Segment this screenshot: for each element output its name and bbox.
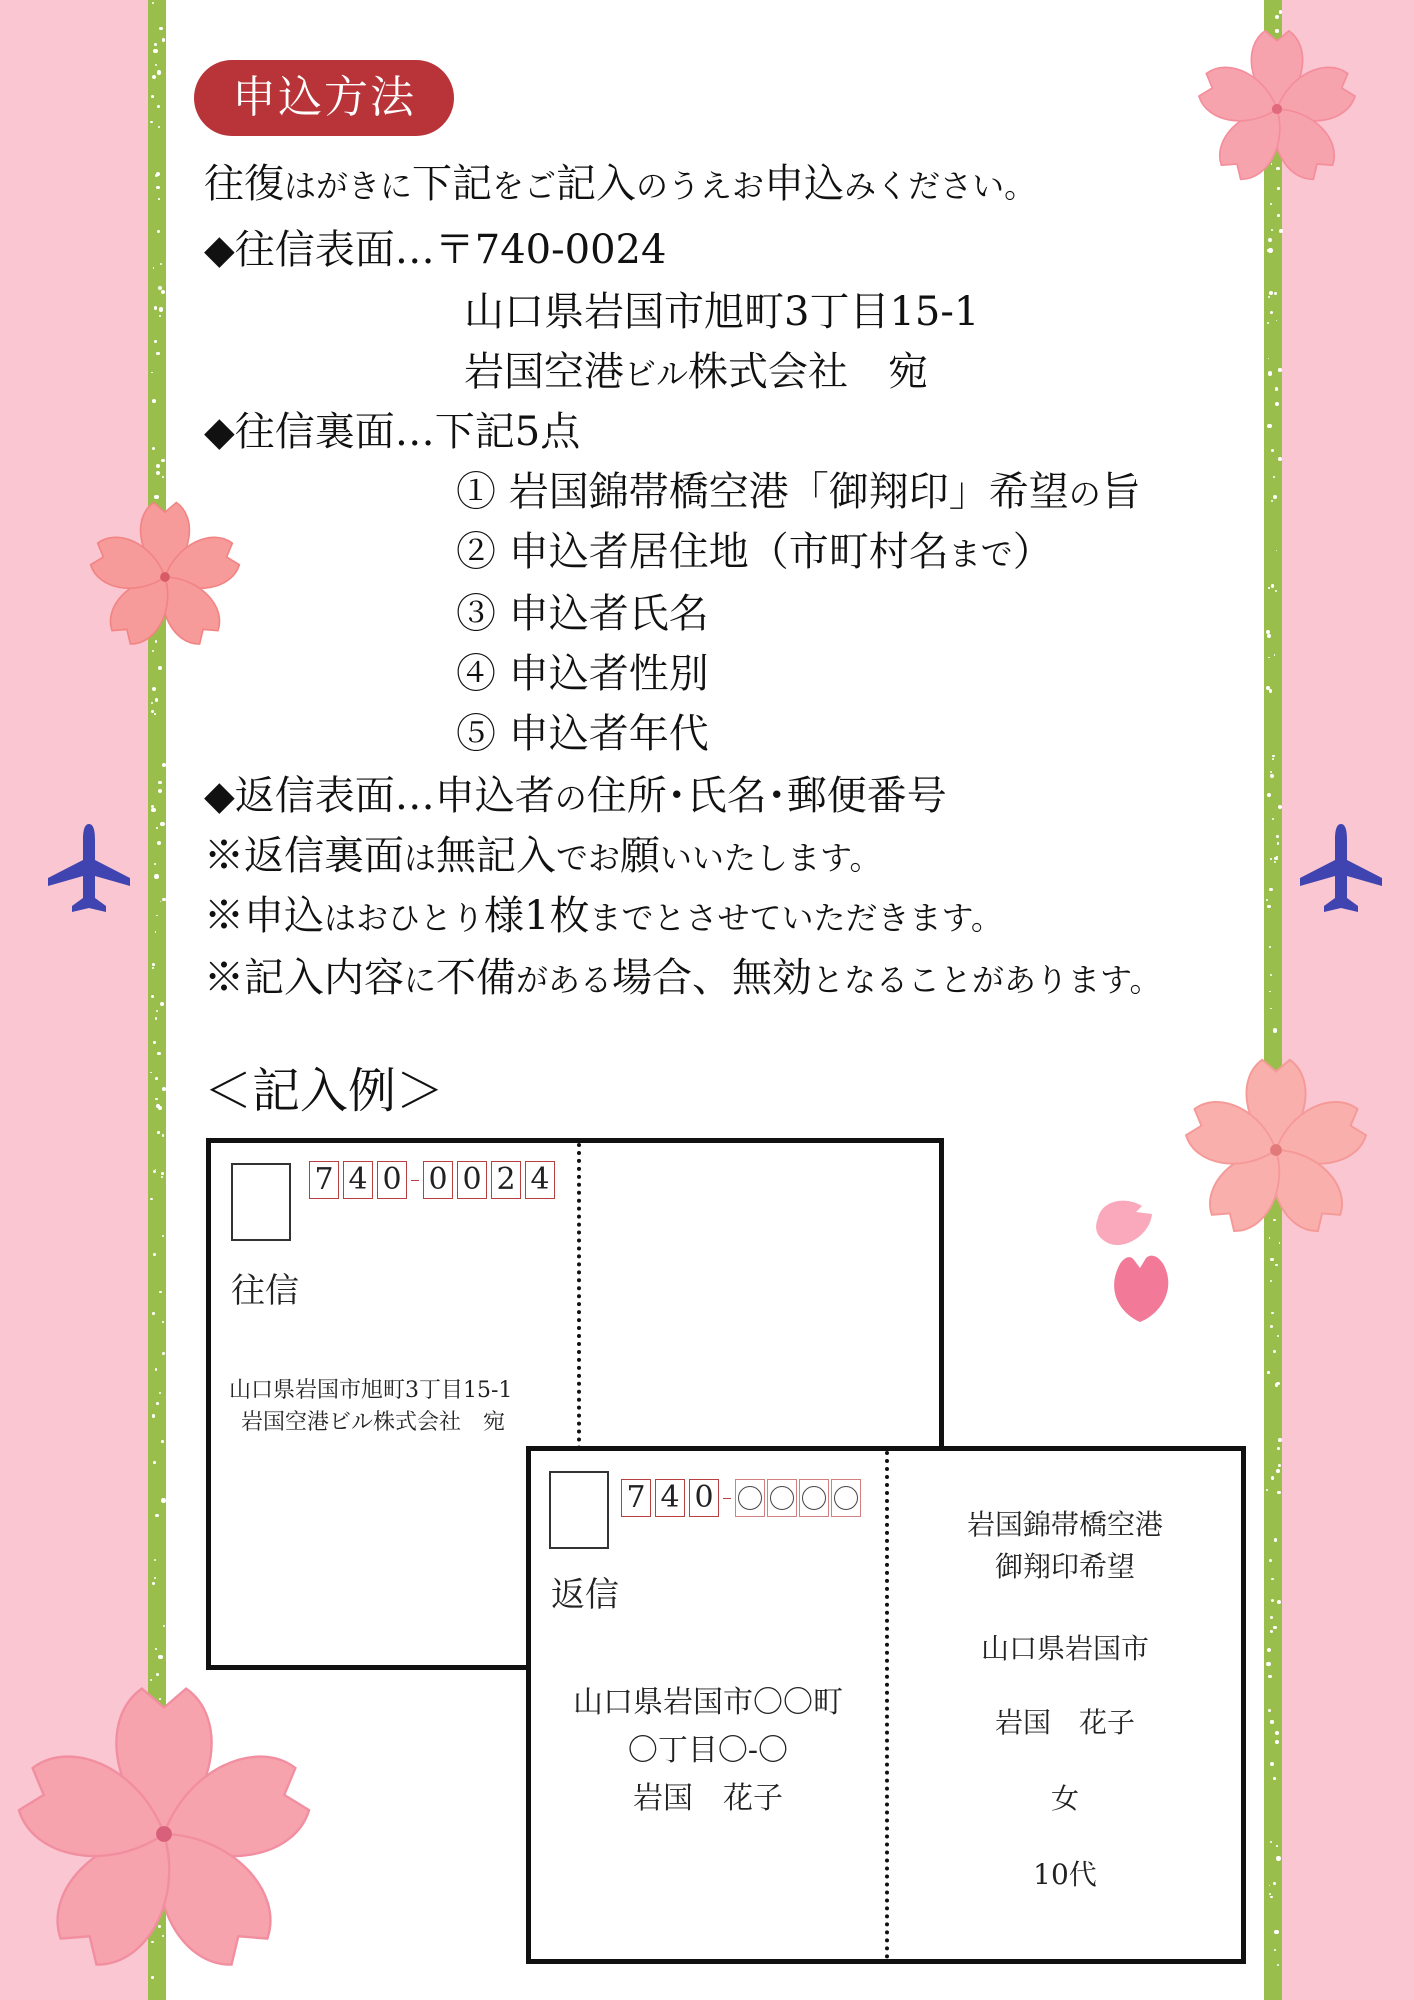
zip-placeholder-circle xyxy=(735,1479,765,1517)
zip-digit: 4 xyxy=(655,1479,685,1517)
border-speck xyxy=(1270,1258,1273,1261)
border-speck xyxy=(1271,1476,1275,1480)
border-speck xyxy=(1275,1264,1277,1266)
border-speck xyxy=(156,172,160,176)
border-speck xyxy=(162,1321,164,1323)
border-speck xyxy=(1277,1335,1279,1337)
outgoing-address-line1: 山口県岩国市旭町3丁目15-1 xyxy=(229,1378,513,1403)
outgoing-back-item-2: ② 申込者居住地（市町村名まで） xyxy=(456,529,1053,575)
airplane-icon xyxy=(1296,820,1386,920)
reply-address-line2: 〇丁目〇-〇 xyxy=(627,1733,789,1768)
border-speck xyxy=(1273,1777,1276,1780)
sakura-blossom-icon xyxy=(84,496,246,658)
border-speck xyxy=(158,1655,162,1659)
border-speck xyxy=(156,1104,160,1108)
border-speck xyxy=(151,808,155,812)
note-2: ※申込はおひとり様1枚までとさせていただきます。 xyxy=(204,893,1003,939)
border-speck xyxy=(1275,1731,1279,1735)
border-speck xyxy=(151,710,154,713)
border-speck xyxy=(1269,888,1272,891)
sakura-petal-icon xyxy=(1092,1198,1160,1254)
border-speck xyxy=(1275,387,1278,390)
outgoing-back-item-5: ⑤ 申込者年代 xyxy=(456,711,709,757)
border-speck xyxy=(1267,1371,1270,1374)
border-speck xyxy=(1277,1447,1280,1450)
border-speck xyxy=(156,352,159,355)
border-speck xyxy=(1274,857,1277,860)
zip-digit: 0 xyxy=(457,1161,487,1199)
stamp-box xyxy=(231,1163,291,1241)
border-speck xyxy=(156,186,159,189)
intro-line: 往復はがきに下記をご記入のうえお申込みください。 xyxy=(204,161,1037,207)
zip-digit: 0 xyxy=(377,1161,407,1199)
border-speck xyxy=(1269,946,1271,948)
border-speck xyxy=(151,95,154,98)
zip-digit: 0 xyxy=(689,1479,719,1517)
zip-digit: 2 xyxy=(491,1161,521,1199)
border-speck xyxy=(155,1077,158,1080)
zip-placeholder-circle xyxy=(767,1479,797,1517)
border-speck xyxy=(1276,1469,1280,1473)
border-speck xyxy=(154,863,156,865)
border-speck xyxy=(1270,771,1272,773)
reply-back-line2: 御翔印希望 xyxy=(994,1550,1135,1583)
reply-label: 返信 xyxy=(551,1575,619,1615)
border-speck xyxy=(153,49,157,53)
border-speck xyxy=(1272,758,1274,760)
outgoing-back-item-4: ④ 申込者性別 xyxy=(456,651,709,697)
note-3: ※記入内容に不備がある場合、無効となることがあります。 xyxy=(204,955,1162,1001)
zip-placeholder-circle xyxy=(799,1479,829,1517)
airplane-icon xyxy=(44,820,134,920)
border-speck xyxy=(1273,1350,1276,1353)
outgoing-front-line: ◆往信表面…〒740-0024 xyxy=(204,227,667,273)
border-speck xyxy=(155,1648,157,1650)
reply-back-name: 岩国 花子 xyxy=(994,1706,1135,1739)
border-speck xyxy=(159,1291,162,1294)
border-speck xyxy=(159,307,163,311)
border-speck xyxy=(158,789,162,793)
outgoing-label: 往信 xyxy=(231,1271,299,1311)
border-speck xyxy=(1266,1662,1270,1666)
border-speck xyxy=(150,1198,152,1200)
border-speck xyxy=(160,1002,164,1006)
border-speck xyxy=(162,476,164,478)
border-speck xyxy=(1279,229,1283,233)
zip-dash xyxy=(411,1161,419,1199)
border-speck xyxy=(156,1402,159,1405)
zip-digit: 4 xyxy=(525,1161,555,1199)
border-speck xyxy=(157,1052,161,1056)
right-green-border xyxy=(1264,0,1282,2000)
reply-back-line1: 岩国錦帯橋空港 xyxy=(966,1508,1163,1541)
reply-back-city: 山口県岩国市 xyxy=(980,1632,1149,1665)
border-speck xyxy=(1275,1740,1279,1744)
zip-digit: 7 xyxy=(309,1161,339,1199)
border-speck xyxy=(158,198,160,200)
border-speck xyxy=(152,2,154,4)
zip-dash xyxy=(723,1479,731,1517)
border-speck xyxy=(1277,214,1280,217)
outgoing-back-line: ◆往信裏面…下記5点 xyxy=(204,409,581,455)
border-speck xyxy=(1274,1930,1278,1934)
border-speck xyxy=(162,1134,165,1137)
border-speck xyxy=(1267,793,1271,797)
border-speck xyxy=(157,70,161,74)
zip-code-boxes xyxy=(621,1479,863,1517)
border-speck xyxy=(1273,495,1277,499)
zip-digit: 7 xyxy=(621,1479,651,1517)
border-speck xyxy=(158,781,161,784)
border-speck xyxy=(1268,248,1272,252)
border-speck xyxy=(1270,858,1272,860)
border-speck xyxy=(1276,1845,1278,1847)
border-speck xyxy=(1275,402,1279,406)
border-speck xyxy=(1277,1600,1281,1604)
border-speck xyxy=(154,713,156,715)
border-speck xyxy=(161,459,164,462)
border-speck xyxy=(151,702,153,704)
border-speck xyxy=(152,687,156,691)
border-speck xyxy=(157,1131,160,1134)
border-speck xyxy=(162,38,165,41)
zip-placeholder-circle xyxy=(831,1479,861,1517)
border-speck xyxy=(159,27,163,31)
section-heading: 申込方法 xyxy=(194,60,454,136)
border-speck xyxy=(1271,1578,1274,1581)
border-speck xyxy=(152,967,154,969)
sakura-blossom-icon xyxy=(1178,1052,1374,1248)
reply-back-gender: 女 xyxy=(1050,1782,1079,1815)
border-speck xyxy=(152,1312,155,1315)
zip-code-boxes xyxy=(309,1161,559,1199)
reply-front-line: ◆返信表面…申込者の住所･氏名･郵便番号 xyxy=(204,773,947,819)
outgoing-front-company: 岩国空港ビル株式会社 宛 xyxy=(464,349,929,395)
border-speck xyxy=(161,1498,165,1502)
border-speck xyxy=(152,399,156,403)
sakura-blossom-icon xyxy=(6,1676,322,1992)
sakura-blossom-icon xyxy=(1192,24,1362,194)
outgoing-front-address: 山口県岩国市旭町3丁目15-1 xyxy=(464,289,980,335)
example-title: ＜記入例＞ xyxy=(204,1063,445,1119)
border-speck xyxy=(1270,1616,1273,1619)
border-speck xyxy=(1278,1464,1281,1467)
right-pink-margin xyxy=(1266,0,1414,2000)
border-speck xyxy=(1269,1559,1272,1562)
border-speck xyxy=(1273,476,1275,478)
border-speck xyxy=(1268,587,1270,589)
border-speck xyxy=(1267,424,1271,428)
border-speck xyxy=(1276,1856,1280,1860)
outgoing-address-line2: 岩国空港ビル株式会社 宛 xyxy=(241,1410,506,1435)
outgoing-back-item-1: ① 岩国錦帯橋空港「御翔印」希望の旨 xyxy=(456,469,1141,515)
border-speck xyxy=(1274,1538,1278,1542)
border-speck xyxy=(155,1368,157,1370)
border-speck xyxy=(155,1098,157,1100)
zip-digit: 0 xyxy=(423,1161,453,1199)
border-speck xyxy=(161,1176,163,1178)
reply-address-line1: 山口県岩国市〇〇町 xyxy=(573,1685,843,1720)
border-speck xyxy=(1271,500,1273,502)
border-speck xyxy=(1278,368,1282,372)
stamp-box xyxy=(549,1471,609,1549)
border-speck xyxy=(160,263,162,265)
border-speck xyxy=(153,1253,156,1256)
border-speck xyxy=(154,874,158,878)
border-speck xyxy=(1275,590,1277,592)
border-speck xyxy=(152,75,156,79)
border-speck xyxy=(1268,238,1272,242)
zip-digit: 4 xyxy=(343,1161,373,1199)
border-speck xyxy=(153,1041,155,1043)
border-speck xyxy=(153,1461,156,1464)
border-speck xyxy=(1270,1720,1273,1723)
border-speck xyxy=(162,898,166,902)
border-speck xyxy=(1273,1882,1276,1885)
outgoing-back-item-3: ③ 申込者氏名 xyxy=(456,591,709,637)
border-speck xyxy=(155,1514,158,1517)
border-speck xyxy=(1267,634,1271,638)
border-speck xyxy=(1269,291,1273,295)
reply-postcard xyxy=(526,1446,1246,1964)
border-speck xyxy=(152,1414,155,1417)
border-speck xyxy=(1270,1630,1273,1633)
sakura-petal-icon xyxy=(1108,1250,1172,1324)
border-speck xyxy=(1277,1491,1281,1495)
reply-back-age: 10代 xyxy=(1033,1858,1097,1891)
reply-address-line3: 岩国 花子 xyxy=(633,1781,783,1816)
border-speck xyxy=(1278,1438,1282,1442)
note-1: ※返信裏面は無記入でお願いいたします。 xyxy=(204,833,882,879)
